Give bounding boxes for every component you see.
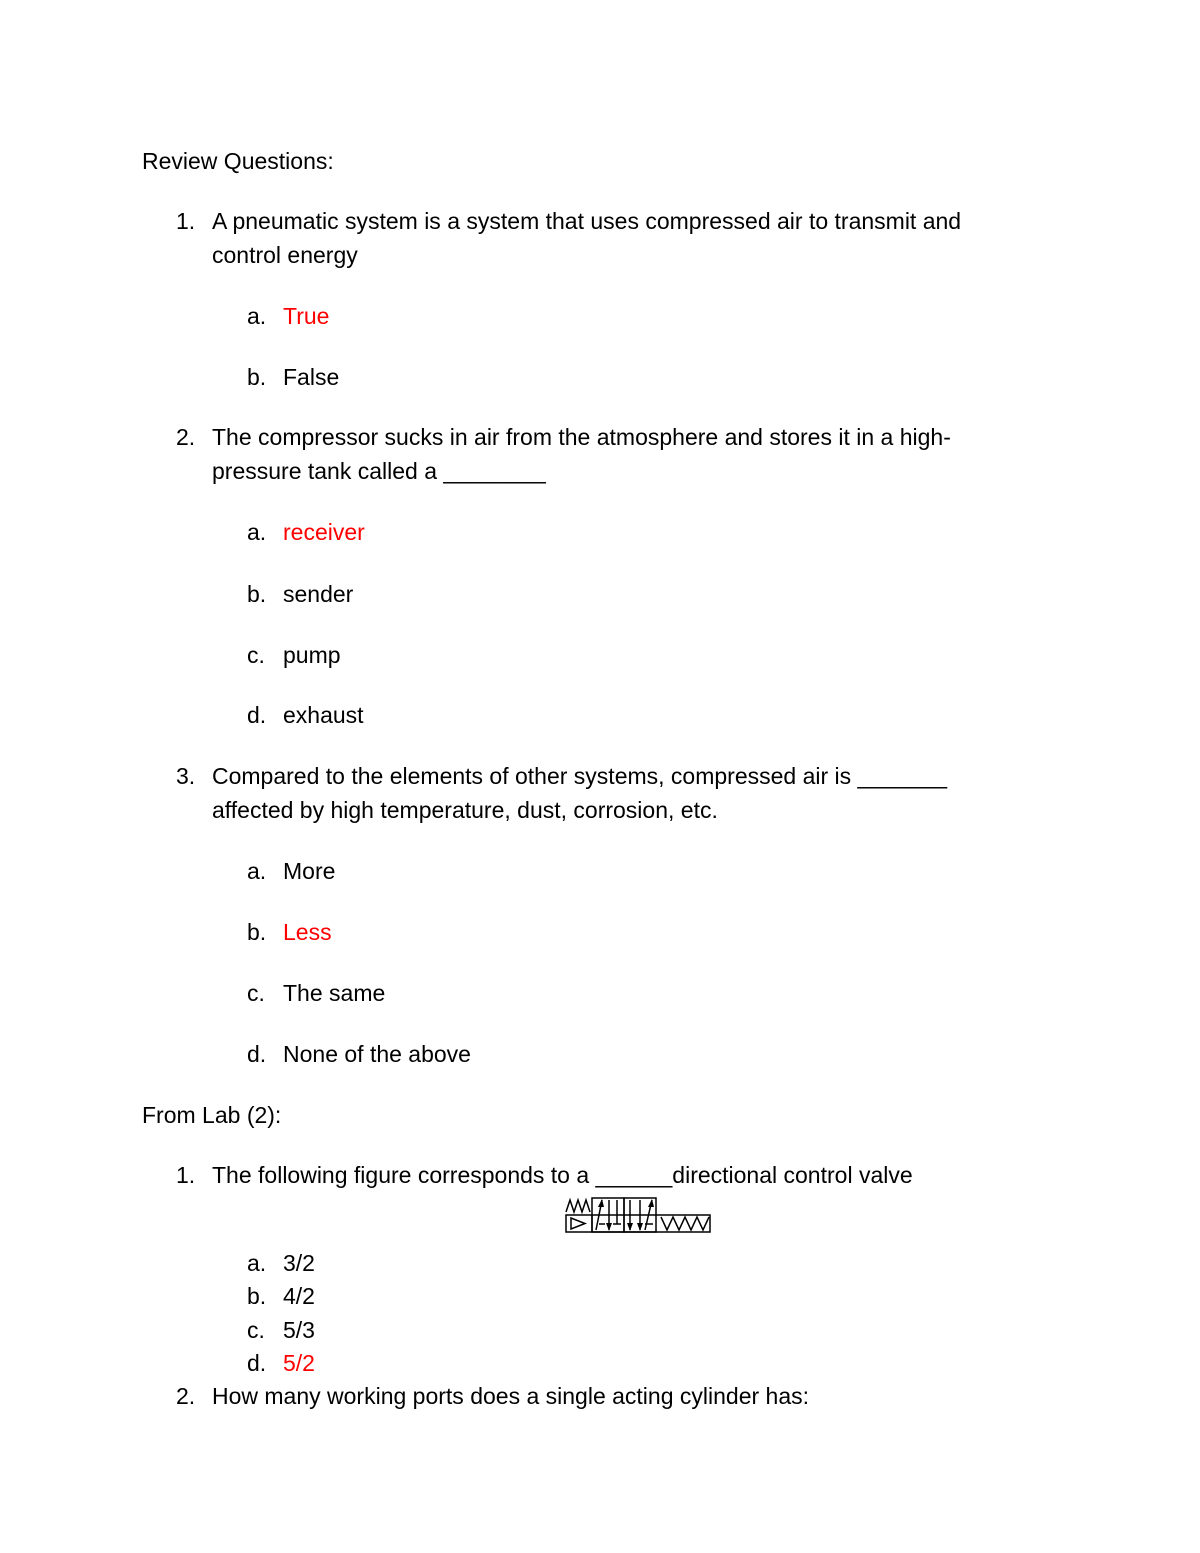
- option-letter: c.: [247, 980, 265, 1006]
- question-number: 1.: [176, 208, 196, 234]
- option-text: False: [283, 364, 340, 390]
- option-text: More: [283, 858, 336, 884]
- question-number: 3.: [176, 763, 196, 789]
- option-letter: b.: [247, 581, 267, 607]
- option-text-correct: True: [283, 303, 330, 329]
- option-text: sender: [283, 581, 354, 607]
- question-text: The compressor sucks in air from the atmosphere and stores it in a high-: [212, 424, 951, 450]
- option-letter: a.: [247, 303, 267, 329]
- option-text: 3/2: [283, 1250, 315, 1276]
- question-text: affected by high temperature, dust, corrosion, etc.: [212, 797, 718, 823]
- question-text: control energy: [212, 242, 358, 268]
- option-letter: b.: [247, 919, 267, 945]
- section-heading-lab: From Lab (2):: [142, 1102, 282, 1128]
- question-number: 1.: [176, 1162, 196, 1188]
- option-letter: b.: [247, 1283, 267, 1309]
- question-text: Compared to the elements of other systems, compressed air is _______: [212, 763, 948, 789]
- option-text-correct: Less: [283, 919, 332, 945]
- section-heading-review: Review Questions:: [142, 148, 334, 174]
- question-text: The following figure corresponds to a ______directional control valve: [212, 1162, 913, 1188]
- option-letter: d.: [247, 702, 267, 728]
- option-text-correct: 5/2: [283, 1350, 315, 1376]
- option-text: pump: [283, 642, 341, 668]
- question-text: A pneumatic system is a system that uses compressed air to transmit and: [212, 208, 962, 234]
- question-text: pressure tank called a ________: [212, 458, 546, 484]
- option-text: 4/2: [283, 1283, 315, 1309]
- option-text: The same: [283, 980, 386, 1006]
- option-letter: d.: [247, 1041, 267, 1067]
- question-text: How many working ports does a single acting cylinder has:: [212, 1383, 810, 1409]
- option-letter: b.: [247, 364, 267, 390]
- option-letter: a.: [247, 858, 267, 884]
- option-text: exhaust: [283, 702, 364, 728]
- option-letter: c.: [247, 642, 265, 668]
- question-number: 2.: [176, 1383, 196, 1409]
- option-text-correct: receiver: [283, 519, 365, 545]
- option-letter: a.: [247, 519, 267, 545]
- option-letter: d.: [247, 1350, 267, 1376]
- directional-valve-symbol-icon: [565, 1194, 711, 1234]
- question-number: 2.: [176, 424, 196, 450]
- option-text: None of the above: [283, 1041, 471, 1067]
- option-letter: a.: [247, 1250, 267, 1276]
- option-text: 5/3: [283, 1317, 315, 1343]
- option-letter: c.: [247, 1317, 265, 1343]
